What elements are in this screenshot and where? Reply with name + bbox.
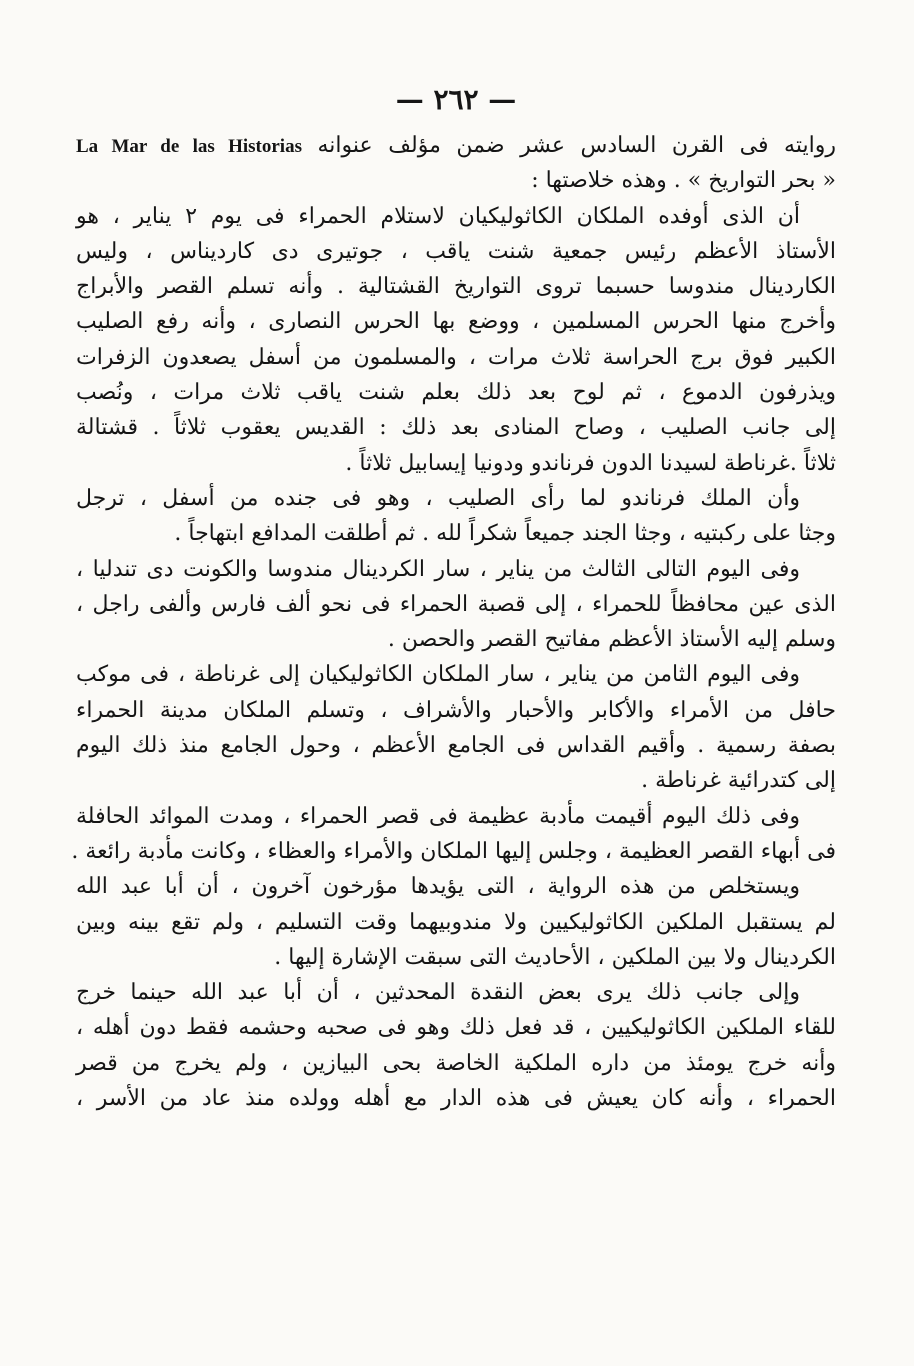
text-line: الذى عين محافظاً للحمراء ، إلى قصبة الحمراء فى نحو ألف فارس وألفى راجل ، [76,591,836,617]
document-page [71,80,836,1116]
text-line: حافل من الأمراء والأكابر والأحبار والأشراف ، وتسلم الملكان مدينة الحمراء [76,697,836,723]
text-line: الكبير فوق برج الحراسة ثلاث مرات ، والمسلمون من أسفل يصعدون الزفرات [76,344,836,370]
text-line: بصفة رسمية . وأقيم القداس فى الجامع الأعظم ، وحول الجامع منذ ذلك اليوم [76,733,836,759]
text-line: للقاء الملكين الكاثوليكيين ، قد فعل ذلك وهو فى صحبه وحشمه فقط دون أهله ، [76,1015,836,1041]
text-line: فى أبهاء القصر العظيمة ، وجلس إليها الملكان والأمراء والعظاء ، وكانت مأدبة رائعة . [71,838,836,864]
text-line: الأستاذ الأعظم رئيس جمعية شنت ياقب ، جوتيرى دى كارديناس ، وليس [76,238,836,264]
page-number: — ٢٦٢ — [395,83,517,116]
text-line: وأخرج منها الحرس المسلمين ، ووضع بها الحرس النصارى ، وأنه رفع الصليب [76,309,836,335]
text-line: وفى ذلك اليوم أقيمت مأدبة عظيمة فى قصر الحمراء ، ومدت الموائد الحافلة [76,803,800,829]
text-line: إلى جانب الصليب ، وصاح المنادى بعد ذلك : القديس يعقوب ثلاثاً . قشتالة [76,415,836,441]
text-line: وجثا على ركبتيه ، وجثا الجند جميعاً شكراً لله . ثم أطلقت المدافع ابتهاجاً . [174,521,836,547]
text-line: ويستخلص من هذه الرواية ، التى يؤيدها مؤرخون آخرون ، أن أبا عبد الله [76,874,800,900]
text-line: وأن الملك فرناندو لما رأى الصليب ، وهو فى جنده من أسفل ، ترجل [76,485,800,511]
text-line: وأنه خرج يومئذ من داره الملكية الخاصة بحى البيازين ، ولم يخرج من قصر [76,1050,836,1076]
text-line: وسلم إليه الأستاذ الأعظم مفاتيح القصر والحصن . [387,627,836,653]
body-text [71,128,836,1116]
text-line [76,128,836,163]
text-line: وإلى جانب ذلك يرى بعض النقدة المحدثين ، أن أبا عبد الله حينما خرج [76,980,800,1006]
text-line: إلى كتدرائية غرناطة . [641,768,836,794]
text-line: الكردينال ولا بين الملكين ، الأحاديث التى سبقت الإشارة إليها . [274,944,836,970]
text-line: وفى اليوم الثامن من يناير ، سار الملكان الكاثوليكيان إلى غرناطة ، فى موكب [76,662,800,688]
text-line: ثلاثاً .غرناطة لسيدنا الدون فرناندو ودونيا إيسابيل ثلاثاً . [345,450,836,476]
text-line: وفى اليوم التالى الثالث من يناير ، سار الكردينال مندوسا والكونت دى تندليا ، [76,556,800,582]
text-line: الحمراء ، وأنه كان يعيش فى هذه الدار مع أهله وولده منذ عاد من الأسر ، [76,1086,836,1112]
line-text: روايته فى القرن السادس عشر ضمن مؤلف عنوانه [317,133,836,158]
text-line: ويذرفون الدموع ، ثم لوح بعد ذلك بعلم شنت ياقب ثلاث مرات ، ونُصب [76,380,836,406]
text-line: لم يستقبل الملكين الكاثوليكيين ولا مندوبيهما وقت التسليم ، ولم تقع بينه وبين [76,909,836,935]
book-title-latin: La Mar de las Historias [76,136,302,157]
text-line: « بحر التواريخ » . وهذه خلاصتها : [531,168,836,194]
text-line: أن الذى أوفده الملكان الكاثوليكيان لاستلام الحمراء فى يوم ٢ يناير ، هو [76,203,800,229]
text-line: الكاردينال مندوسا حسبما تروى التواريخ القشتالية . وأنه تسلم القصر والأبراج [76,274,836,300]
